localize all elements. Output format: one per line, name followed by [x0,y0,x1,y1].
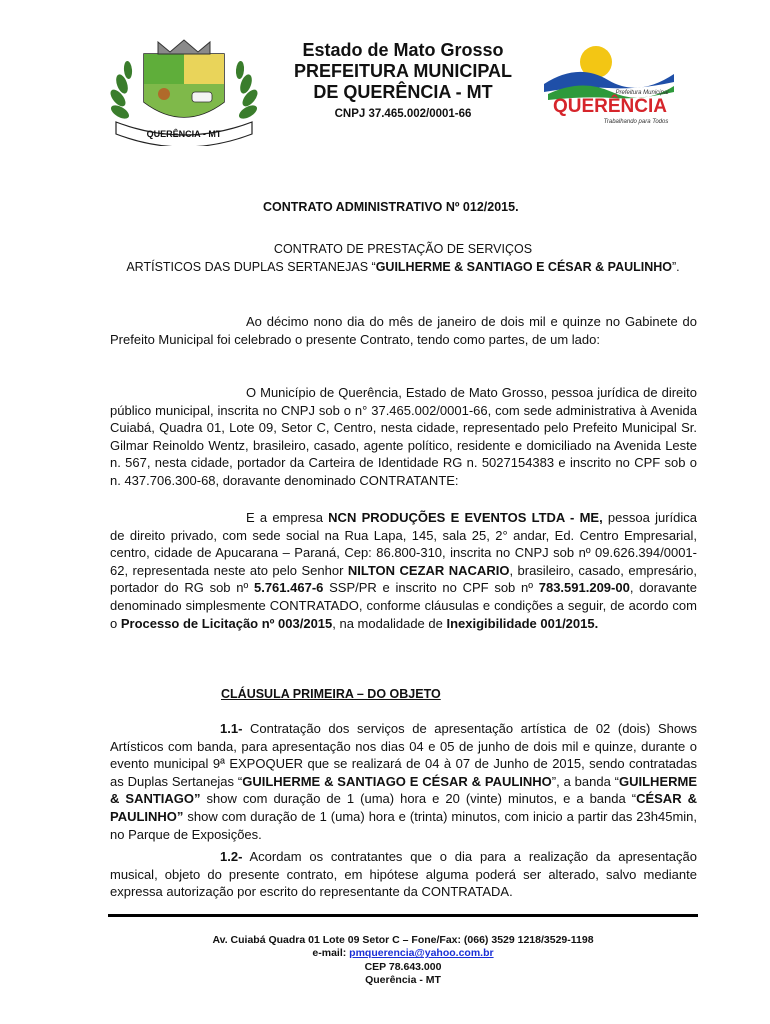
logo-name: QUERÊNCIA [552,96,668,117]
party2-process: Processo de Licitação nº 003/2015 [120,615,333,631]
clause-1-1-number: 1.1- [220,721,243,736]
party2-company: NCN PRODUÇÕES E EVENTOS LTDA - ME, [328,510,603,525]
party2-modality: Inexigibilidade 001/2015. [446,615,599,631]
party2-t5: , doravante denominado simplesmente CONTRATADO, conforme cláusulas e condições a seguir, de acordo com o [110,580,697,631]
party2-cpf: 783.591.209-00 [538,580,630,596]
party2-representative: NILTON CEZAR NACARIO [347,562,510,578]
party-contratante-text: O Município de Querência, Estado de Mato Grosso, pessoa jurídica de direito público municipal, inscrita no CNPJ sob o n° 37.465.002/0001-66, com sede administrativa à Avenida Cuiabá, Quadra 01, Lote 09, Setor C, Centro, nesta cidade, representado pelo Prefeito Municipal Sr. Gilmar Reinoldo Wentz, brasileiro, casado, agente político, residente e domiciliado na Avenida Leste n. 567, nesta cidade, portador da Carteira de Identidade RG n. 5027154383 e inscrito no CPF sob o n. 437.706.300-68, doravante denominado CONTRATANTE: [110,385,697,488]
party2-t3: , brasileiro, casado, empresário, portador do RG sob nº [110,562,697,596]
header-state: Estado de Mato Grosso [302,40,504,60]
footer-address: Av. Cuiabá Quadra 01 Lote 09 Setor C – Fone/Fax: (066) 3529 1218/3529-1198 [212,934,594,946]
contract-number: CONTRATO ADMINISTRATIVO Nº 012/2015. [263,200,519,214]
crest-banner-text: QUERÊNCIA - MT [146,129,222,139]
party-contratante-paragraph [110,384,697,490]
intro-text: Ao décimo nono dia do mês de janeiro de dois mil e quinze no Gabinete do Prefeito Municipal foi celebrado o presente Contrato, tendo como partes, de um lado: [110,314,697,347]
footer-email-label: e-mail: [312,947,350,960]
clause-1-1-t4: show com duração de 1 (uma) hora e (trinta) minutos, com inicio a partir das 23h45min, no Parque de Exposições. [110,808,697,842]
clause1-title: CLÁUSULA PRIMEIRA – DO OBJETO [221,687,441,701]
contract-subject-line1: CONTRATO DE PRESTAÇÃO DE SERVIÇOS [273,242,533,256]
clause-1-1-band1: GUILHERME & SANTIAGO” [110,773,697,807]
subject-text-start: ARTÍSTICOS DAS DUPLAS SERTANEJAS “ [126,259,376,274]
header-cnpj: CNPJ 37.465.002/0001-66 [334,108,472,120]
clause-1-1-band2: CÉSAR & PAULINHO” [110,791,697,824]
party2-t4: SSP/PR e inscrito no CPF sob nº [323,580,539,596]
footer-email-line [108,947,698,960]
subject-artists: GUILHERME & SANTIAGO E CÉSAR & PAULINHO [375,259,673,274]
querencia-logo [538,40,680,130]
party2-t1: E a empresa [246,510,329,525]
logo-top-text: Prefeitura Municipal [615,90,669,96]
contract-subject [108,241,698,276]
footer-email-link[interactable]: pmquerencia@yahoo.com.br [349,947,494,960]
subject-text-end: ”. [672,259,680,274]
clause-1-1-artists: GUILHERME & SANTIAGO E CÉSAR & PAULINHO [242,773,552,789]
clause-1-1-t2: ”, a banda “ [551,773,619,789]
party-contratado-paragraph [110,509,697,632]
crest-laurel-right [235,61,260,122]
contract-subject-line2 [108,259,698,277]
clause-1-1-t1: Contratação dos serviços de apresentação artística de 02 (dois) Shows Artísticos com banda, para apresentação nos dias 04 e 05 de junho de dois mil e quinze, durante o evento municipal 9ª EXPOQUER que se realizará de 04 à 07 de Junho de 2015, sendo contratadas as Duplas Sertanejas “ [110,721,697,789]
header-title-block [268,40,538,121]
clause-1-2-text: Acordam os contratantes que o dia para a realização da apresentação musical, objeto do presente contrato, em hipótese alguma poderá ser alterado, salvo mediante expressa autorização por escrito do representante da CONTRATADA. [110,849,697,900]
crest-shield [144,54,224,117]
clause-1-1 [110,720,697,843]
logo-tagline: Trabalhando para Todos [603,119,669,125]
party2-t2: pessoa jurídica de direito privado, com sede social na Rua Lapa, 145, sala 25, 2° andar, Ed. Centro Empresarial, centro, cidade de Apucarana – Paraná, Cep: 86.800-310, inscrita no CNPJ sob nº 09.626.394/0001-62, representada neste ato pelo Senhor [110,510,697,578]
footer-cep: CEP 78.643.000 [364,960,442,973]
clause-1-2 [110,848,697,901]
crest-crown [158,40,210,54]
footer-city: Querência - MT [365,974,441,987]
party2-rg: 5.761.467-6 [253,580,324,596]
party2-t6: , na modalidade de [332,615,447,631]
intro-paragraph [110,313,697,348]
municipal-crest-logo [100,36,268,146]
header-prefeitura: PREFEITURA MUNICIPAL [294,61,512,81]
footer-divider [108,914,698,917]
clause-1-2-number: 1.2- [220,849,243,864]
header-municipio: DE QUERÊNCIA - MT [313,82,493,102]
crest-laurel-left [108,61,133,122]
clause-1-1-t3: show com duração de 1 (uma) hora e 20 (vinte) minutos, e a banda “ [200,791,637,807]
footer [108,934,698,988]
